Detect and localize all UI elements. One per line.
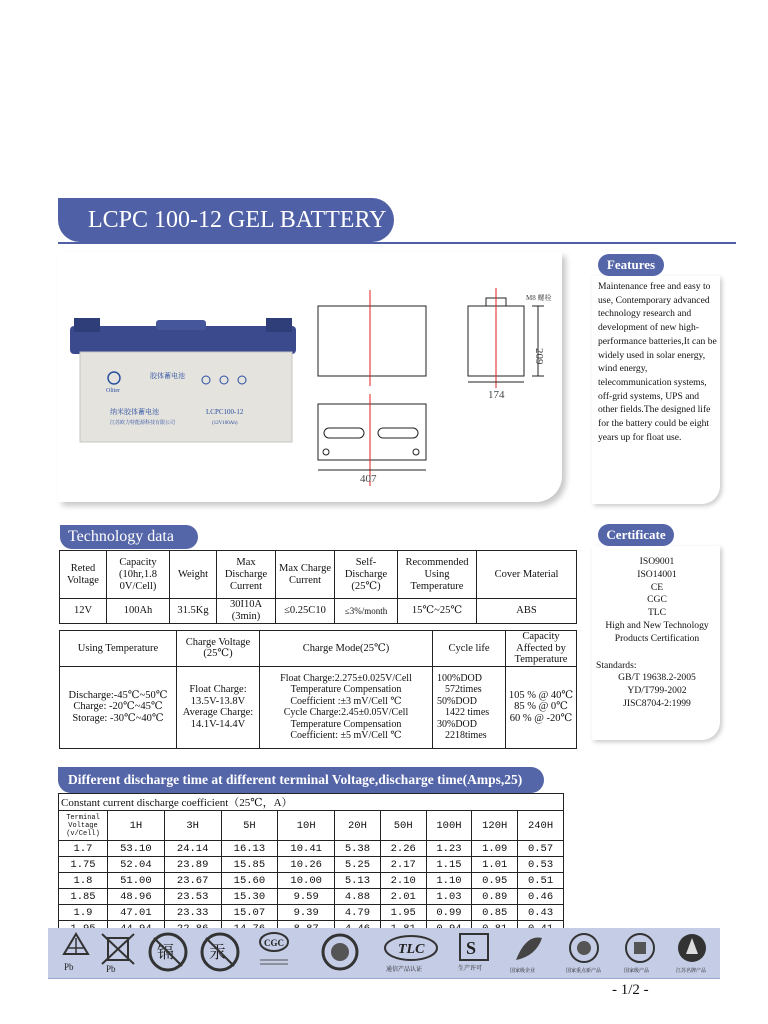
certificate-list — [596, 556, 718, 711]
col-header: Capacity (10hr,1.8 0V/Cell) — [107, 551, 170, 599]
tech-table-2 — [59, 630, 577, 749]
svg-text:国家级产品: 国家级产品 — [624, 969, 650, 974]
svg-text:纳米胶体蓄电池: 纳米胶体蓄电池 — [110, 408, 159, 416]
svg-text:S: S — [466, 938, 477, 958]
table-cell: 0.53 — [518, 857, 564, 873]
table-cell: 23.89 — [164, 857, 221, 873]
col-header: Charge Voltage (25℃) — [177, 631, 260, 667]
svg-text:国家级企业: 国家级企业 — [510, 969, 536, 974]
cert-item: High and New Technology Products Certification — [605, 619, 709, 644]
table-cell: 15℃~25℃ — [398, 599, 477, 624]
table-row — [59, 841, 564, 857]
table-row — [59, 889, 564, 905]
table-row — [59, 873, 564, 889]
charge-mode-cell: Float Charge:2.275±0.025V/Cell Temperature Compensation Coefficient :±3 mV/Cell ℃ Cycle Charge:2.45±0.05V/Cell Temperature Compensation Coefficient: ±5 mV/Cell ℃ — [260, 666, 433, 748]
cert-item: TLC — [647, 607, 667, 619]
table-cell: 1.8 — [59, 873, 108, 889]
table-cell: 2.01 — [380, 889, 426, 905]
label-brand: Oliter — [106, 388, 120, 394]
certificate-heading: Certificate — [598, 524, 674, 546]
label-model: LCPC100-12 — [206, 408, 244, 416]
technology-heading: Technology data — [60, 525, 198, 549]
svg-text:江苏名牌产品: 江苏名牌产品 — [676, 969, 707, 974]
table-cell: 51.00 — [108, 873, 165, 889]
dimension-drawing — [308, 286, 558, 490]
features-text: Maintenance free and easy to use, Contemporary advanced technology research and development of new high-performance batteries,It can be widely used in solar energy, wind energy, telecommunication systems, off-grid systems, UPS and other fields.The designed life for the battery could be eight years up for float use. — [598, 281, 717, 443]
recycle-pb-icon — [54, 930, 98, 974]
cert-item: CE — [650, 581, 664, 593]
svg-text:Pb: Pb — [106, 964, 116, 974]
col-header: Self-Discharge (25℃) — [335, 551, 398, 599]
svg-text:国家重点新产品: 国家重点新产品 — [566, 969, 602, 974]
tech-table-1 — [59, 550, 577, 624]
capacity-temp-cell: 105 % @ 40℃ 85 % @ 0℃ 60 % @ -20℃ — [506, 666, 577, 748]
table-cell: 53.10 — [108, 841, 165, 857]
table-cell: 30I10A (3min) — [217, 599, 276, 624]
table-cell: 0.57 — [518, 841, 564, 857]
svg-text:通信产品认证: 通信产品认证 — [386, 967, 423, 973]
table-cell: 0.95 — [472, 873, 518, 889]
label-line1: 胶体蓄电池 — [150, 372, 185, 380]
table-cell: 10.41 — [278, 841, 335, 857]
standard-item: JISC8704-2:1999 — [623, 697, 691, 709]
table-cell: 23.67 — [164, 873, 221, 889]
svg-text:Pb: Pb — [64, 962, 74, 972]
table-cell: 0.51 — [518, 873, 564, 889]
table-cell: 23.33 — [164, 905, 221, 921]
table-cell: 0.89 — [472, 889, 518, 905]
table-cell: 5.13 — [335, 873, 381, 889]
table-cell: 10.26 — [278, 857, 335, 873]
discharge-heading: Different discharge time at different terminal Voltage,discharge time(Amps,25) — [58, 767, 544, 793]
table-cell: 1.01 — [472, 857, 518, 873]
col-header: Terminal Voltage (v/Cell) — [59, 811, 108, 841]
svg-text:TLC: TLC — [398, 942, 425, 957]
table-row — [59, 905, 564, 921]
using-temp-cell: Discharge:-45℃~50℃ Charge: -20℃~45℃ Storage: -30℃~40℃ — [60, 666, 177, 748]
table-cell: 4.79 — [335, 905, 381, 921]
cgc-logo-icon — [252, 930, 296, 974]
table-cell: 5.38 — [335, 841, 381, 857]
table-cell: 15.60 — [221, 873, 278, 889]
leaf-logo-icon — [506, 930, 550, 974]
tlc-logo-icon — [380, 932, 442, 974]
svg-text:生产许可: 生产许可 — [458, 966, 483, 972]
crossed-bin-icon — [96, 930, 140, 974]
cycle-life-cell: 100%DOD 572times 50%DOD 1422 times 30%DOD 2218times — [433, 666, 506, 748]
title-rule — [58, 242, 736, 244]
svg-text:镉: 镉 — [157, 943, 174, 962]
table-cell: 2.26 — [380, 841, 426, 857]
table-cell: 1.7 — [59, 841, 108, 857]
col-header: Cycle life — [433, 631, 506, 667]
table-cell: 1.9 — [59, 905, 108, 921]
table-cell: 1.03 — [426, 889, 472, 905]
quality-seal-icon — [318, 930, 362, 974]
table-cell: 1.15 — [426, 857, 472, 873]
col-header: 120H — [472, 811, 518, 841]
table-cell: 9.59 — [278, 889, 335, 905]
table-cell: 47.01 — [108, 905, 165, 921]
table-cell: 100Ah — [107, 599, 170, 624]
production-license-icon — [452, 930, 496, 974]
col-header: 5H — [221, 811, 278, 841]
table-cell: ≤0.25C10 — [276, 599, 335, 624]
standards-label: Standards: — [596, 659, 637, 671]
standard-item: YD/T799-2002 — [627, 685, 687, 697]
col-header: Max Discharge Current — [217, 551, 276, 599]
col-header: 10H — [278, 811, 335, 841]
table-cell: 1.75 — [59, 857, 108, 873]
svg-text:CGC: CGC — [264, 938, 284, 948]
table-cell: 16.13 — [221, 841, 278, 857]
col-header: 50H — [380, 811, 426, 841]
table-cell: ABS — [477, 599, 577, 624]
page-title: LCPC 100-12 GEL BATTERY — [58, 198, 394, 242]
table-cell: 24.14 — [164, 841, 221, 857]
table-cell: 23.53 — [164, 889, 221, 905]
discharge-caption: Constant current discharge coefficient（25℃，A） — [59, 794, 564, 811]
label-sub: (12V100Ah) — [212, 421, 238, 426]
battery-image — [66, 308, 300, 448]
table-cell: 1.95 — [380, 905, 426, 921]
table-cell: 0.85 — [472, 905, 518, 921]
national-product-icon — [618, 930, 662, 974]
table-cell: 31.5Kg — [170, 599, 217, 624]
col-header: Using Temperature — [60, 631, 177, 667]
col-header: Cover Material — [477, 551, 577, 599]
discharge-table — [58, 793, 564, 937]
cert-item: ISO9001 — [639, 556, 675, 567]
col-header: 240H — [518, 811, 564, 841]
table-cell: 0.46 — [518, 889, 564, 905]
col-header: Reted Voltage — [60, 551, 107, 599]
table-cell: 52.04 — [108, 857, 165, 873]
col-header: Charge Mode(25℃) — [260, 631, 433, 667]
table-cell: 1.85 — [59, 889, 108, 905]
table-cell: 48.96 — [108, 889, 165, 905]
table-row — [59, 857, 564, 873]
table-cell: 1.09 — [472, 841, 518, 857]
table-cell: ≤3%/month — [335, 599, 398, 624]
col-header: 20H — [335, 811, 381, 841]
dim-width: 407 — [360, 473, 377, 485]
jiangsu-brand-icon — [670, 930, 714, 974]
table-cell: 2.10 — [380, 873, 426, 889]
no-mercury-icon — [198, 930, 242, 974]
col-header: 100H — [426, 811, 472, 841]
dim-height: 209 — [533, 348, 545, 365]
charge-voltage-cell: Float Charge: 13.5V-13.8V Average Charge: 14.1V-14.4V — [177, 666, 260, 748]
table-cell: 15.07 — [221, 905, 278, 921]
col-header: Max Charge Current — [276, 551, 335, 599]
table-cell: 12V — [60, 599, 107, 624]
standard-item: GB/T 19638.2-2005 — [618, 672, 696, 684]
table-cell: 1.10 — [426, 873, 472, 889]
table-cell: 2.17 — [380, 857, 426, 873]
dim-depth: 174 — [488, 389, 505, 401]
col-header: Weight — [170, 551, 217, 599]
col-header: Capacity Affected by Temperature — [506, 631, 577, 667]
table-cell: 4.88 — [335, 889, 381, 905]
table-cell: 0.99 — [426, 905, 472, 921]
terminal-note: M8 螺栓 — [526, 294, 552, 302]
table-cell: 5.25 — [335, 857, 381, 873]
footer-line — [48, 978, 720, 979]
no-cadmium-icon — [146, 930, 190, 974]
table-cell: 0.43 — [518, 905, 564, 921]
table-cell: 9.39 — [278, 905, 335, 921]
col-header: 1H — [108, 811, 165, 841]
svg-text:汞: 汞 — [209, 943, 226, 962]
table-cell: 1.23 — [426, 841, 472, 857]
page-number: - 1/2 - — [612, 982, 649, 998]
cert-item: CGC — [647, 594, 667, 606]
national-seal-icon — [562, 930, 606, 974]
col-header: Recommended Using Temperature — [398, 551, 477, 599]
cert-item: ISO14001 — [637, 568, 677, 580]
svg-text:江苏欧力特能源科技有限公司: 江苏欧力特能源科技有限公司 — [110, 421, 176, 426]
features-heading: Features — [598, 254, 664, 276]
col-header: 3H — [164, 811, 221, 841]
table-cell: 10.00 — [278, 873, 335, 889]
table-cell: 15.30 — [221, 889, 278, 905]
table-cell: 15.85 — [221, 857, 278, 873]
